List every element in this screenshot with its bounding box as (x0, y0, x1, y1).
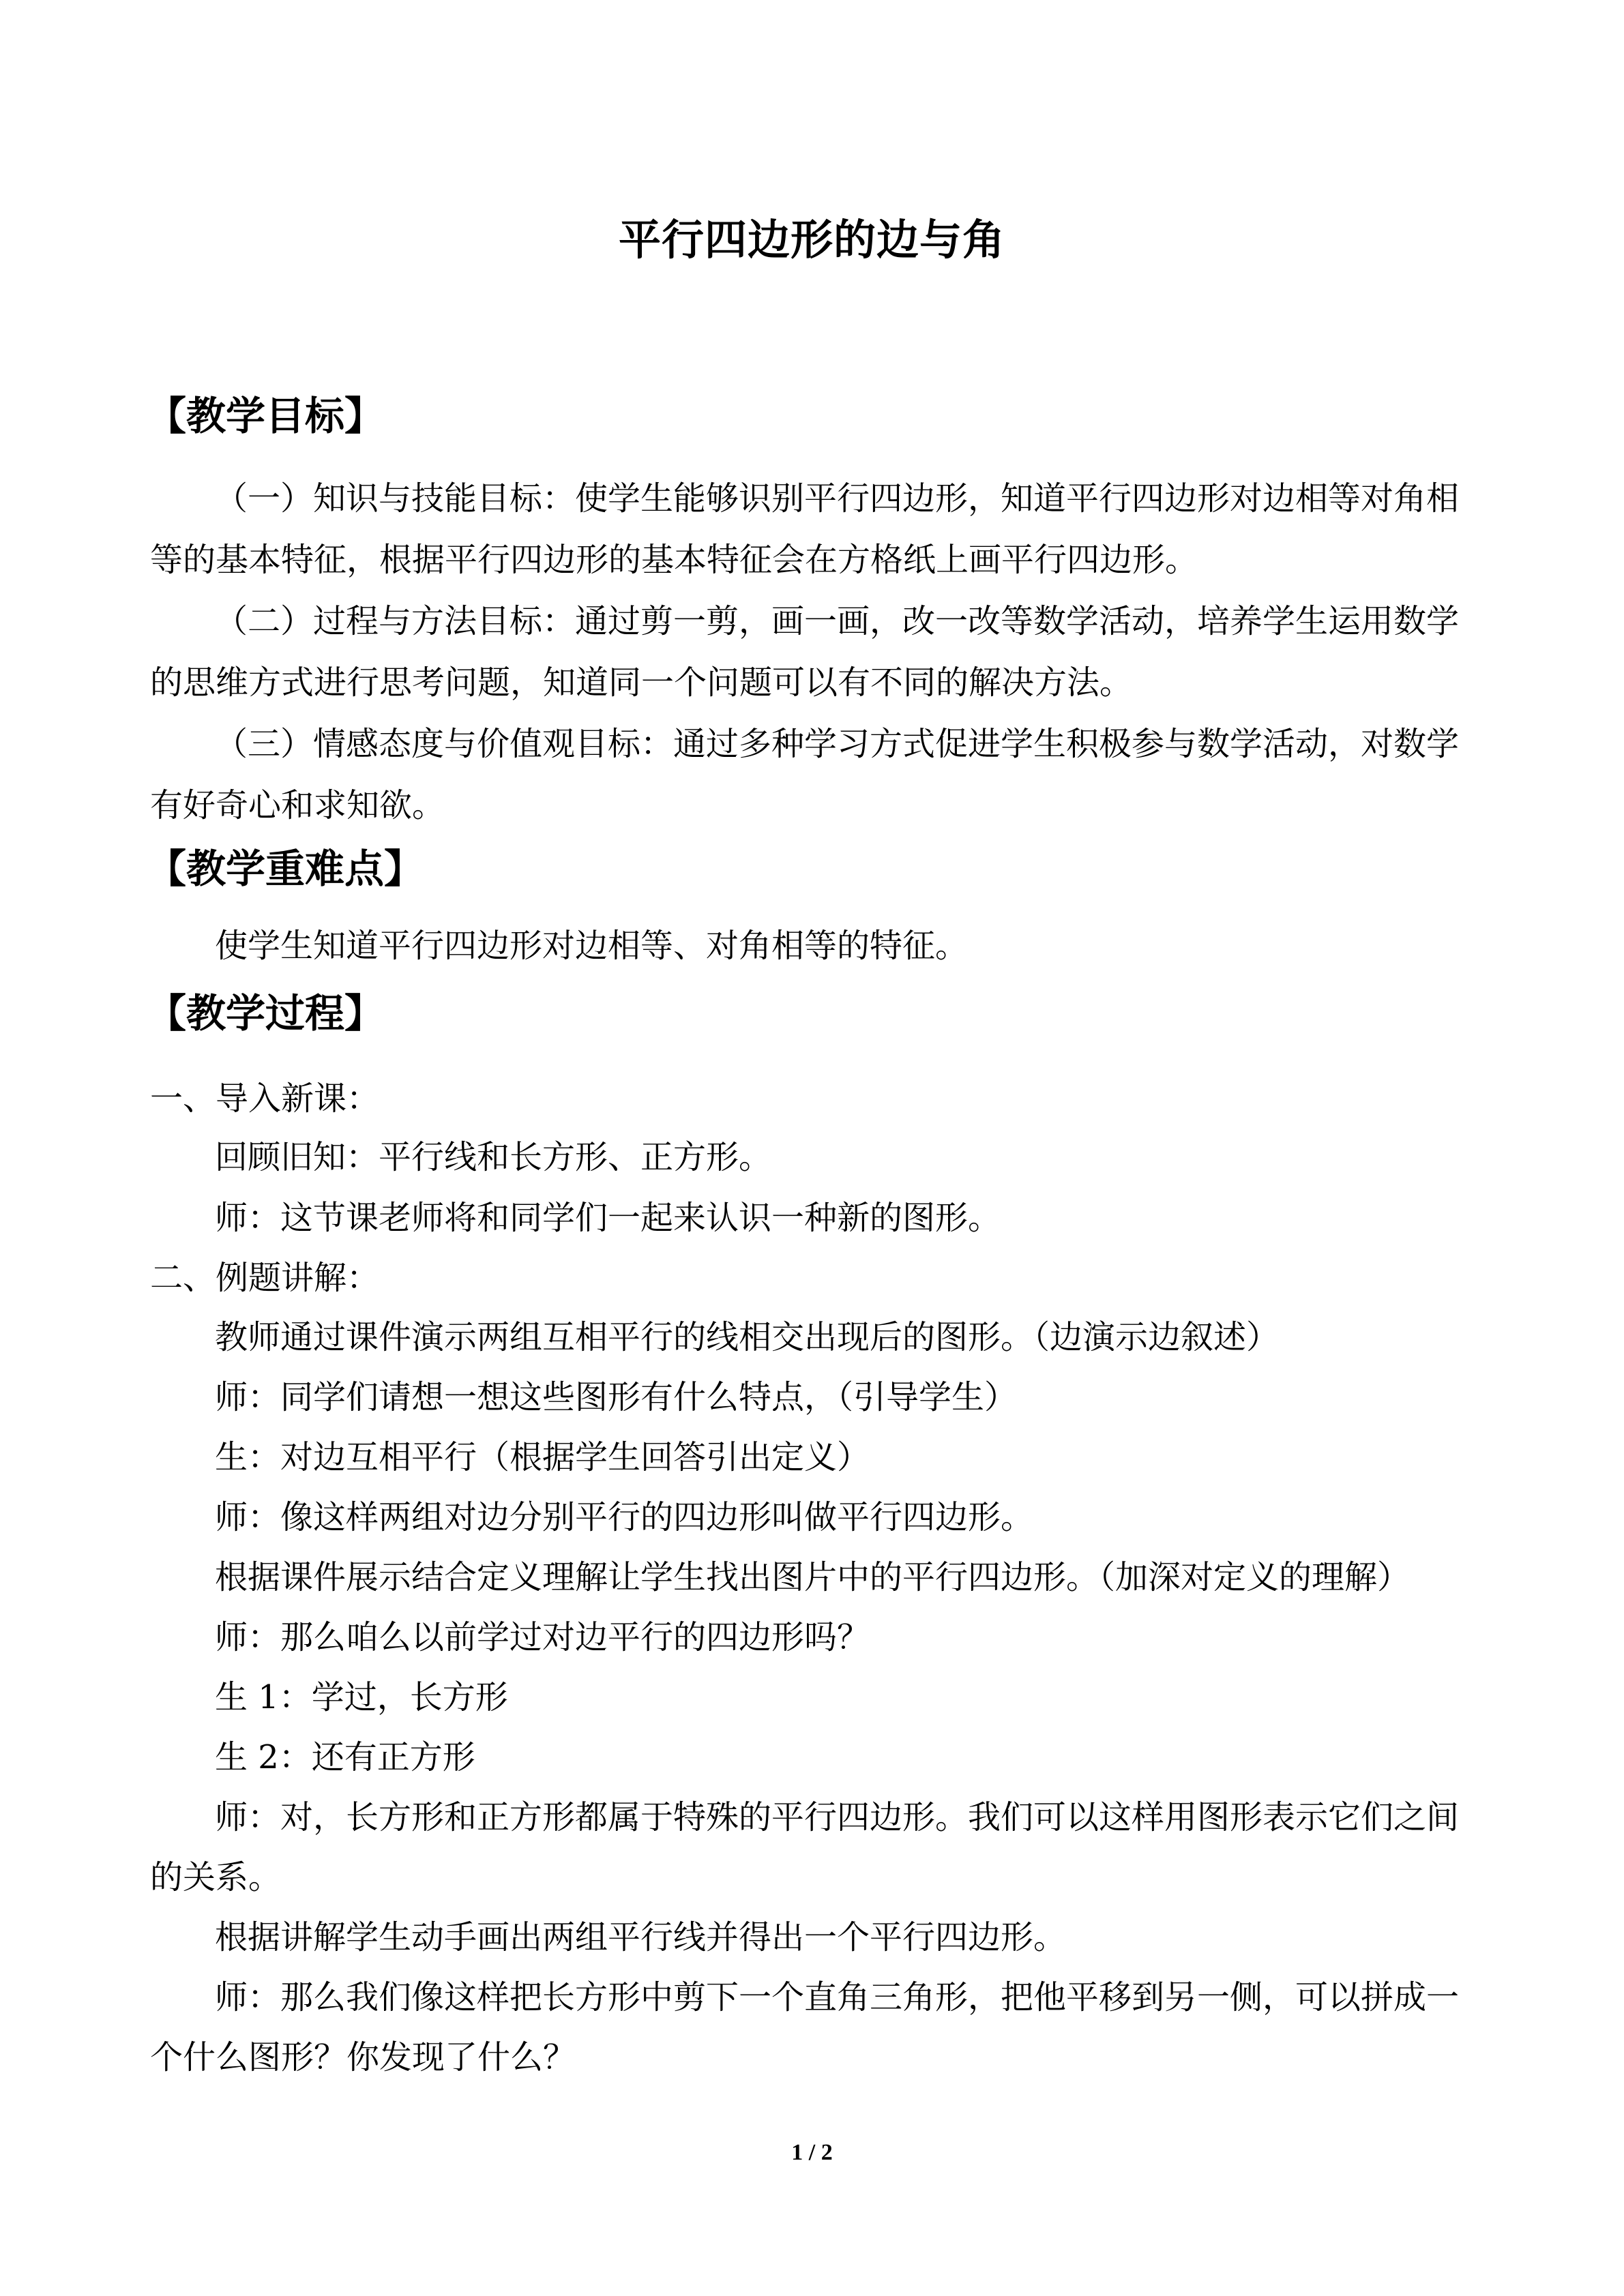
paragraph-line: （二）过程与方法目标：通过剪一剪，画一画，改一改等数学活动，培养学生运用数学 (215, 602, 1460, 640)
paragraph-line: （三）情感态度与价值观目标：通过多种学习方式促进学生积极参与数学活动，对数学 (215, 725, 1460, 763)
paragraph-line: 有好奇心和求知欲。 (150, 786, 445, 824)
paragraph-line: 根据课件展示结合定义理解让学生找出图片中的平行四边形。（加深对定义的理解） (215, 1558, 1411, 1596)
paragraph-line: 师：那么咱么以前学过对边平行的四边形吗？ (215, 1618, 870, 1656)
paragraph-line: 生：对边互相平行（根据学生回答引出定义） (215, 1438, 870, 1476)
paragraph-line: 使学生知道平行四边形对边相等、对角相等的特征。 (215, 927, 969, 965)
paragraph-line: 的关系。 (150, 1858, 282, 1896)
paragraph-line: 教师通过课件演示两组互相平行的线相交出现后的图形。（边演示边叙述） (215, 1318, 1280, 1356)
document-title: 平行四边形的边与角 (618, 215, 1005, 265)
paragraph-line: 个什么图形？你发现了什么？ (150, 2038, 576, 2076)
paragraph-line: 的思维方式进行思考问题，知道同一个问题可以有不同的解决方法。 (150, 664, 1133, 702)
section-heading-process: 【教学过程】 (147, 990, 385, 1037)
paragraph-line: （一）知识与技能目标：使学生能够识别平行四边形，知道平行四边形对边相等对角相 (215, 479, 1460, 518)
paragraph-line: 生 2：还有正方形 (215, 1738, 475, 1776)
paragraph-line: 生 1：学过，长方形 (215, 1678, 508, 1716)
subsection-heading: 二、例题讲解： (150, 1259, 380, 1297)
paragraph-line: 师：这节课老师将和同学们一起来认识一种新的图形。 (215, 1199, 1001, 1237)
subsection-heading: 一、导入新课： (150, 1079, 380, 1118)
paragraph-line: 根据讲解学生动手画出两组平行线并得出一个平行四边形。 (215, 1918, 1067, 1956)
paragraph-line: 师：同学们请想一想这些图形有什么特点，（引导学生） (215, 1378, 1018, 1416)
section-heading-key-points: 【教学重难点】 (147, 846, 424, 892)
paragraph-line: 师：对，长方形和正方形都属于特殊的平行四边形。我们可以这样用图形表示它们之间 (215, 1798, 1460, 1836)
paragraph-line: 回顾旧知：平行线和长方形、正方形。 (215, 1138, 772, 1176)
paragraph-line: 师：那么我们像这样把长方形中剪下一个直角三角形，把他平移到另一侧，可以拼成一 (215, 1978, 1460, 2016)
page-number: 1 / 2 (791, 2140, 833, 2165)
paragraph-line: 等的基本特征，根据平行四边形的基本特征会在方格纸上画平行四边形。 (150, 541, 1198, 579)
paragraph-line: 师：像这样两组对边分别平行的四边形叫做平行四边形。 (215, 1498, 1034, 1536)
section-heading-goals: 【教学目标】 (147, 393, 385, 439)
